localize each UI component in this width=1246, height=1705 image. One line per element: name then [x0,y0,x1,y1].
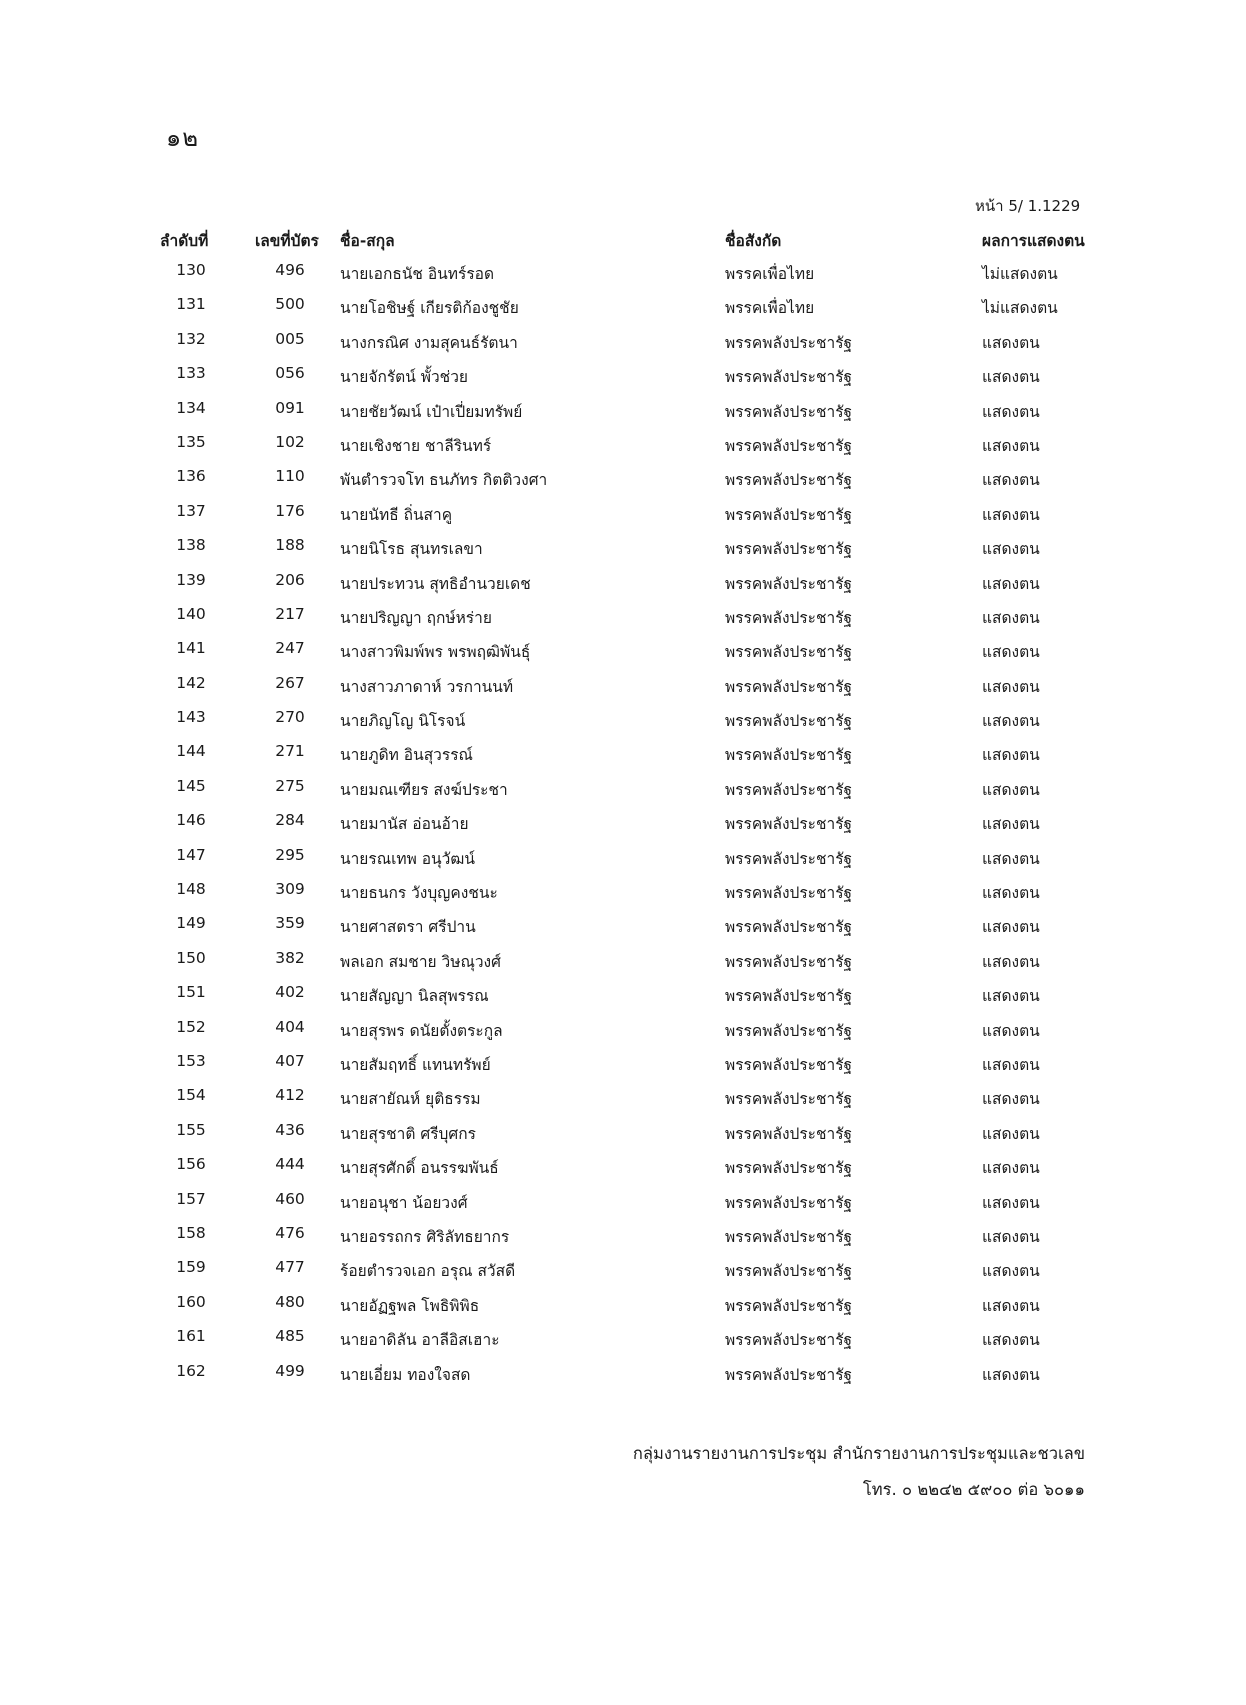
row-attendance-result: แสดงตน [982,918,1040,937]
row-card-number: 476 [275,1223,305,1242]
row-full-name: นายมณเฑียร สงฆ์ประชา [340,780,508,799]
row-full-name: นายสัญญา นิลสุพรรณ [340,987,489,1006]
row-full-name: นายอรรถกร ศิริลัทธยากร [340,1227,510,1246]
row-attendance-result: แสดงตน [982,1227,1040,1246]
row-attendance-result: แสดงตน [982,1159,1040,1178]
row-card-number: 270 [275,708,305,727]
row-order-number: 130 [176,261,206,279]
row-attendance-result: แสดงตน [982,1090,1040,1109]
row-order-number: 160 [176,1292,206,1311]
row-attendance-result: แสดงตน [982,436,1040,455]
row-order-number: 138 [176,536,206,555]
row-card-number: 404 [275,1017,305,1036]
row-attendance-result: แสดงตน [982,712,1040,731]
row-card-number: 295 [275,845,305,864]
row-order-number: 137 [176,501,206,520]
table-row [0,1356,1246,1390]
row-full-name: นายชัยวัฒน์ เป๋าเปี่ยมทรัพย์ [340,402,523,421]
row-affiliation: พรรคเพื่อไทย [725,265,815,283]
row-full-name: นางกรณิศ งามสุคนธ์รัตนา [340,333,518,352]
row-order-number: 155 [176,1120,206,1139]
row-order-number: 150 [176,948,206,967]
row-order-number: 157 [176,1189,206,1208]
row-full-name: นายอัฏฐพล โพธิพิพิธ [340,1296,480,1315]
row-card-number: 188 [275,536,305,555]
row-full-name: นายสัมฤทธิ์ แทนทรัพย์ [340,1055,491,1074]
row-order-number: 156 [176,1155,206,1174]
row-full-name: นายจักรัตน์ พั้วช่วย [340,368,468,387]
row-full-name: นายมานัส อ่อนอ้าย [340,815,469,834]
row-attendance-result: แสดงตน [982,1331,1040,1350]
row-full-name: นายสายัณห์ ยุติธรรม [340,1090,481,1109]
row-attendance-result: แสดงตน [982,608,1040,627]
row-full-name: นายเอกธนัช อินทร์รอด [340,265,495,283]
row-order-number: 154 [176,1086,206,1105]
row-card-number: 217 [275,604,305,623]
row-card-number: 206 [275,570,305,589]
table-row [0,358,1246,392]
row-attendance-result: แสดงตน [982,643,1040,662]
row-order-number: 153 [176,1051,206,1070]
table-row [0,255,1246,289]
row-affiliation: พรรคเพื่อไทย [725,299,815,318]
row-affiliation: พรรคพลังประชารัฐ [725,1055,853,1074]
row-order-number: 145 [176,776,206,795]
row-affiliation: พรรคพลังประชารัฐ [725,849,853,868]
row-order-number: 132 [176,329,206,348]
row-order-number: 146 [176,811,206,830]
row-full-name: นายศาสตรา ศรีปาน [340,918,476,937]
row-order-number: 134 [176,398,206,417]
row-affiliation: พรรคพลังประชารัฐ [725,643,853,662]
table-row [0,1321,1246,1355]
row-card-number: 499 [275,1361,305,1380]
row-attendance-result: แสดงตน [982,540,1040,559]
row-order-number: 144 [176,742,206,761]
row-card-number: 436 [275,1120,305,1139]
row-full-name: นายสุรชาติ ศรีบุศกร [340,1124,476,1143]
attendance-table [0,222,1246,1390]
row-order-number: 131 [176,295,206,314]
row-card-number: 267 [275,673,305,692]
row-attendance-result: แสดงตน [982,677,1040,696]
row-affiliation: พรรคพลังประชารัฐ [725,987,853,1006]
row-full-name: นายภิญโญ นิโรจน์ [340,712,466,731]
table-row [0,1012,1246,1046]
table-row [0,1080,1246,1114]
table-header-row [0,222,1246,255]
row-affiliation: พรรคพลังประชารัฐ [725,677,853,696]
row-affiliation: พรรคพลังประชารัฐ [725,333,853,352]
row-attendance-result: แสดงตน [982,574,1040,593]
row-attendance-result: แสดงตน [982,1055,1040,1074]
row-full-name: นายนัทธี ถิ่นสาคู [340,505,453,524]
row-order-number: 158 [176,1223,206,1242]
row-affiliation: พรรคพลังประชารัฐ [725,918,853,937]
row-affiliation: พรรคพลังประชารัฐ [725,574,853,593]
row-full-name: นายสุรศักดิ์ อนรรฆพันธ์ [340,1159,499,1178]
row-affiliation: พรรคพลังประชารัฐ [725,1090,853,1109]
row-order-number: 151 [176,983,206,1002]
row-affiliation: พรรคพลังประชารัฐ [725,436,853,455]
row-attendance-result: แสดงตน [982,1365,1040,1384]
row-order-number: 161 [176,1327,206,1346]
row-attendance-result: แสดงตน [982,884,1040,903]
row-attendance-result: แสดงตน [982,952,1040,971]
table-row [0,1287,1246,1321]
row-card-number: 412 [275,1086,305,1105]
row-order-number: 148 [176,880,206,899]
row-full-name: นายธนกร วังบุญคงชนะ [340,884,498,903]
table-row [0,1218,1246,1252]
row-attendance-result: แสดงตน [982,815,1040,834]
row-card-number: 005 [275,329,305,348]
row-order-number: 139 [176,570,206,589]
row-affiliation: พรรคพลังประชารัฐ [725,1159,853,1178]
table-row [0,496,1246,530]
row-affiliation: พรรคพลังประชารัฐ [725,402,853,421]
row-card-number: 477 [275,1258,305,1277]
row-attendance-result: แสดงตน [982,471,1040,490]
row-order-number: 142 [176,673,206,692]
row-full-name: ร้อยตำรวจเอก อรุณ สวัสดี [340,1262,516,1281]
page-number: ๑๒ [166,124,200,152]
row-card-number: 271 [275,742,305,761]
row-order-number: 133 [176,364,206,383]
row-full-name: นางสาวภาดาห์ วรกานนท์ [340,677,514,696]
row-full-name: นายเชิงชาย ชาลีรินทร์ [340,436,492,455]
row-order-number: 147 [176,845,206,864]
row-attendance-result: แสดงตน [982,987,1040,1006]
row-affiliation: พรรคพลังประชารัฐ [725,505,853,524]
row-affiliation: พรรคพลังประชารัฐ [725,1331,853,1350]
header-full-name: ชื่อ-สกุล [340,232,395,250]
table-row [0,943,1246,977]
row-affiliation: พรรคพลังประชารัฐ [725,746,853,765]
row-card-number: 284 [275,811,305,830]
row-affiliation: พรรคพลังประชารัฐ [725,712,853,731]
row-attendance-result: แสดงตน [982,849,1040,868]
row-full-name: นายภูดิท อินสุวรรณ์ [340,746,473,765]
row-attendance-result: แสดงตน [982,402,1040,421]
table-body [0,255,1246,1390]
header-attendance-result: ผลการแสดงตน [982,232,1085,250]
row-affiliation: พรรคพลังประชารัฐ [725,1021,853,1040]
row-card-number: 500 [275,295,305,314]
row-full-name: นายสุรพร ดนัยตั้งตระกูล [340,1021,503,1040]
footer-phone: โทร. ๐ ๒๒๔๒ ๕๙๐๐ ต่อ ๖๐๑๑ [862,1480,1085,1499]
table-row [0,633,1246,667]
row-affiliation: พรรคพลังประชารัฐ [725,1124,853,1143]
table-row [0,874,1246,908]
row-card-number: 496 [275,261,305,279]
table-row [0,908,1246,942]
table-row [0,427,1246,461]
table-row [0,324,1246,358]
row-full-name: นายประทวน สุทธิอำนวยเดช [340,574,531,593]
row-card-number: 402 [275,983,305,1002]
row-attendance-result: แสดงตน [982,1021,1040,1040]
table-row [0,840,1246,874]
table-row [0,736,1246,770]
table-row [0,1046,1246,1080]
row-card-number: 275 [275,776,305,795]
row-affiliation: พรรคพลังประชารัฐ [725,815,853,834]
row-card-number: 359 [275,914,305,933]
row-card-number: 056 [275,364,305,383]
row-full-name: นายโอชิษฐ์ เกียรติก้องชูชัย [340,299,519,318]
row-order-number: 152 [176,1017,206,1036]
row-affiliation: พรรคพลังประชารัฐ [725,1227,853,1246]
table-row [0,702,1246,736]
row-card-number: 382 [275,948,305,967]
table-row [0,565,1246,599]
row-full-name: นางสาวพิมพ์พร พรพฤฒิพันธุ์ [340,643,531,662]
row-card-number: 480 [275,1292,305,1311]
table-row [0,1184,1246,1218]
row-attendance-result: แสดงตน [982,368,1040,387]
row-card-number: 110 [275,467,305,486]
row-full-name: พันตำรวจโท ธนภัทร กิตติวงศา [340,471,548,490]
row-order-number: 140 [176,604,206,623]
row-affiliation: พรรคพลังประชารัฐ [725,471,853,490]
row-attendance-result: แสดงตน [982,1124,1040,1143]
row-affiliation: พรรคพลังประชารัฐ [725,540,853,559]
table-row [0,530,1246,564]
row-order-number: 135 [176,432,206,451]
row-affiliation: พรรคพลังประชารัฐ [725,1193,853,1212]
table-row [0,393,1246,427]
table-row [0,599,1246,633]
row-attendance-result: แสดงตน [982,1262,1040,1281]
row-order-number: 143 [176,708,206,727]
row-affiliation: พรรคพลังประชารัฐ [725,1365,853,1384]
row-order-number: 141 [176,639,206,658]
row-attendance-result: แสดงตน [982,505,1040,524]
row-attendance-result: แสดงตน [982,333,1040,352]
row-attendance-result: ไม่แสดงตน [982,299,1058,318]
row-full-name: นายนิโรธ สุนทรเลขา [340,540,483,559]
table-row [0,1252,1246,1286]
row-card-number: 309 [275,880,305,899]
table-row [0,1115,1246,1149]
row-card-number: 460 [275,1189,305,1208]
page-reference: หน้า 5/ 1.1229 [975,197,1081,215]
row-affiliation: พรรคพลังประชารัฐ [725,1296,853,1315]
row-full-name: พลเอก สมชาย วิษณุวงศ์ [340,952,501,971]
row-card-number: 407 [275,1051,305,1070]
row-full-name: นายเอี่ยม ทองใจสด [340,1365,471,1384]
row-order-number: 162 [176,1361,206,1380]
row-card-number: 102 [275,432,305,451]
table-row [0,977,1246,1011]
row-affiliation: พรรคพลังประชารัฐ [725,952,853,971]
row-affiliation: พรรคพลังประชารัฐ [725,368,853,387]
row-full-name: นายอาดิลัน อาลีอิสเฮาะ [340,1331,500,1350]
header-order-number: ลำดับที่ [160,232,209,250]
table-row [0,771,1246,805]
row-affiliation: พรรคพลังประชารัฐ [725,608,853,627]
row-card-number: 444 [275,1155,305,1174]
row-full-name: นายรณเทพ อนุวัฒน์ [340,849,475,868]
row-order-number: 136 [176,467,206,486]
row-affiliation: พรรคพลังประชารัฐ [725,780,853,799]
row-full-name: นายอนุชา น้อยวงศ์ [340,1193,468,1212]
table-row [0,668,1246,702]
header-affiliation: ชื่อสังกัด [725,232,782,250]
table-row [0,1149,1246,1183]
row-card-number: 176 [275,501,305,520]
row-attendance-result: ไม่แสดงตน [982,265,1058,283]
row-affiliation: พรรคพลังประชารัฐ [725,1262,853,1281]
row-order-number: 149 [176,914,206,933]
table-row [0,289,1246,323]
row-affiliation: พรรคพลังประชารัฐ [725,884,853,903]
row-order-number: 159 [176,1258,206,1277]
row-attendance-result: แสดงตน [982,1296,1040,1315]
table-row [0,805,1246,839]
row-attendance-result: แสดงตน [982,780,1040,799]
row-card-number: 247 [275,639,305,658]
row-card-number: 091 [275,398,305,417]
row-card-number: 485 [275,1327,305,1346]
header-card-number: เลขที่บัตร [255,232,319,250]
table-row [0,461,1246,495]
row-attendance-result: แสดงตน [982,1193,1040,1212]
footer-department: กลุ่มงานรายงานการประชุม สำนักรายงานการประชุมและชวเลข [632,1444,1085,1463]
row-attendance-result: แสดงตน [982,746,1040,765]
row-full-name: นายปริญญา ฤกษ์หร่าย [340,608,492,627]
